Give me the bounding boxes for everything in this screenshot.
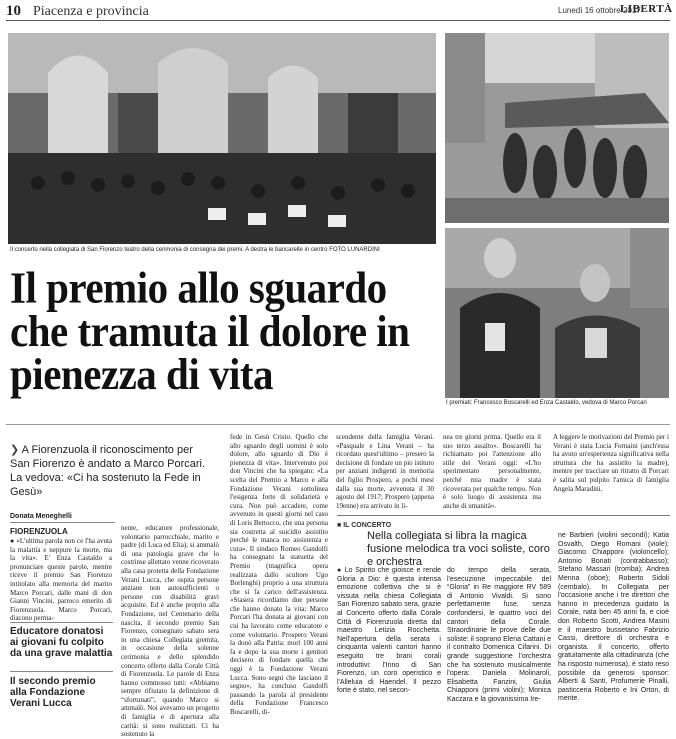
issue-date: Lunedì 16 ottobre 2017 (558, 6, 641, 15)
caption-text: Il concerto nella collegiata di San Fiorenzo teatro della cerimonia di consegna dei premi. A destra le bancarelle in centro (10, 247, 328, 253)
market-photo (445, 33, 669, 223)
box-paragraph: do tempo della serata, l'esecuzione impeccabile del “Gloria” in Re maggiore RV 589 di Antonio Vivaldi. Si sono perfettamente fuse, senza confondersi, le quattro voci del cantori della Corale. Straordinarie le prove delle due soliste: il soprano Elena Cattani e il contralto Domenica Cifarini. Di grande suggestione l'orchestra che ha sostenuto musicalmente l'opera: Daniela Molinaroli, Elisabetta Fanzini, Giulia Chiapponi (primi violini); Monica Kaczara e la giovanissima Ire- (447, 567, 551, 703)
box-kicker-text: IL CONCERTO (343, 522, 392, 529)
article-column-6 (553, 433, 669, 493)
prize-winners-photo (445, 228, 669, 398)
concert-photo (8, 33, 436, 244)
article-column-1 (10, 537, 112, 623)
page-number: 10 (6, 3, 21, 19)
photo-credit: FOTO LUNARDINI (329, 247, 380, 253)
box-rule (337, 515, 670, 516)
teaser-educator: Educatore donatosi ai giovani fu colpito da una grave malattia (10, 626, 113, 659)
article-column-3 (230, 433, 328, 717)
teaser-rule (10, 671, 113, 672)
article-column-5 (443, 433, 541, 510)
article-paragraph: scendente della famiglia Verani. «Pasquale e Lina Verani – ha ricordato quest'ultimo – presero la decisione di fondare un pio istituto per anziani indigenti in memoria del figlio Prospero, a pochi mesi dalla sua morte, avvenuta il 30 agosto del 1917; Prospero (appena 19enne) era arrivato in li- (336, 433, 434, 510)
box-column-2 (447, 567, 551, 705)
article-column-2 (121, 524, 219, 739)
box-column-3 (558, 532, 669, 704)
subheadline (10, 443, 215, 499)
byline: Donata Meneghelli (10, 513, 72, 520)
article-column-4 (336, 433, 434, 510)
box-paragraph: ne Barbieri (violini secondi); Katia Osvalth, Diego Romani (viole); Giacomo Chiapponi (violoncello); Antonio Bonati (contrabbasso); Stefano Massari (tromba); Andrea Menna (oboe); Roberto Sidoli (cembalo). In Collegiata per l'occasione anche i tre direttori che hanno in precedenza guidato la Corale, nata ben 45 anni fa, e cioè don Roberto Scotti, Andrea Masini e il maestro bussetano Fabrizio Cassi, direttore di orchestra e organista. Il concerto, offerto gratuitamente alla cittadinanza (che ha risposto numerosa), è stato reso possibile da generosi sponsor: Alberti & Santi, Profumerie Pinalli, pasticceria Roberto e Ini Orton, di mente. (558, 532, 669, 703)
headline-rule (6, 424, 670, 425)
article-paragraph: A leggere le motivazioni del Premio per i Verani è stata Lucia Fornaini (anch'essa ha avuto un'esperienza significativa nella struttura che ha assistito la madre), mentre per tracciare un ritratto di Porcari è salita sul pulpito l'amica di famiglia Angela Maradini. (553, 433, 669, 493)
teaser-rule (10, 622, 113, 623)
box-column-1 (337, 567, 441, 696)
box-kicker (337, 522, 391, 529)
article-paragraph: nea tre giorni prima. Quello era il suo terzo assalto». Boscarelli ha richiamato poi l'attenzione allo stile dei Verani oggi: «L'ho sperimentato personalmente, perché mia madre è stata ricoverata per qualche tempo. Non è solo luogo di assistenza ma anche di umanità». (443, 433, 541, 510)
header-rule (6, 20, 670, 21)
byline-rule (10, 522, 115, 523)
subheadline-text: A Fiorenzuola il riconoscimento per San Fiorenzo è andato a Marco Porcari. La vedova: «Ci ha sostenuto la Fede in Gesù» (10, 444, 206, 498)
box-title: Nella collegiata si libra la magica fusione melodica tra voci soliste, coro e orchestra (367, 530, 550, 568)
chevron-right-icon: ❯ (10, 444, 22, 456)
prize-photo-caption: I premiati: Francesco Boscarelli ed Enza Castaldo, vedova di Marco Porcari (446, 400, 647, 406)
section-title: Piacenza e provincia (33, 4, 149, 19)
newspaper-name: LIBERTÀ (620, 3, 673, 15)
dateline-place: FIORENZUOLA (10, 527, 68, 536)
article-paragraph: fede in Gesù Cristo. Quello che allo sguardo degli uomini è solo dolore, allo sguardo di Dio è pienezza di vita». Intervenuto poi don Vincini che ha spiegato: «La scelta del Premio a Marco e alla Fondazione Verani sottolinea l'esigenza forte di solidarietà e cura. Non può accadere, come avvenuto in questi giorni nel caso di Loris Bertocco, che una persona sia costretta al suicidio assistito perché le manca no assistenza e cura». Il sindaco Romeo Gandolfi ha consegnato la statuetta del Premio (magnifica opera realizzata dallo scultore Ugo Borlenghi) proprio a una struttura che si fa carico dell'assistenza. «Stasera ricordiamo due persone che hanno donato la vita: Marco Porcari l'ha donata ai giovani con cui ha lavorato come educatore e come volontario. Prospero Verani la donò alla Patria: morì 100 anni fa e dopo la sua morte i genitori decisero di fondare quella che oggi è la Fondazione Verani Lucca. Sono segni che lasciano il segno», ha concluso Gandolfi passando la parola al presidente della Fondazione Francesco Boscarelli, di- (230, 433, 328, 716)
headline: Il premio allo sguardo che tramuta il dolore in pienezza di vita (10, 262, 410, 399)
square-icon: ■ (337, 522, 344, 529)
concert-photo-caption (10, 247, 436, 254)
teaser-foundation: Il secondo premio alla Fondazione Verani Lucca (10, 676, 96, 709)
box-paragraph: ● Lo Spirito che gioisce e rende Gloria a Dio: è questa intensa emozione collettiva che si è vissuta nella chiesa Collegiata San Fiorenzo sabato sera, grazie al Concerto offerto dalla Corale Città di Fiorenzuola diretta dal maestro Letizia Rocchetta. Nell'apertura della serata i cinquanta valenti cantori hanno eseguito tre brani corali introduttivi: l'Inno di San Fiorenzo, un coro operistico e l'Alleluia di Haendel. Il pezzo forte è stato, nel secon- (337, 567, 441, 695)
article-paragraph: nente, educatore professionale, volontario parrocchiale, marito e padre (di Luca ed Elia), si ammalò di una patologia grave che lo costrinse allettato venne ricoverato alla casa protetta della Fondazione Verani Lucca, che ospita persone anziane non autosufficienti o persone con disabilità gravi acquisite. Ed è anche proprio alla Fondazione, nel Centenario della nascita, il secondo premio San Fiorenzo, consegnato sabato sera in una chiesa Collegiata gremita, in occasione della solenne cerimonia e dello splendido concerto offerto dalla Corale Città di Fiorenzuola. Le parole di Enza hanno commosso tutti: «Abbiamo sempre rifiutato la definizione di “sfortunati”, quando Marco si ammalò. Noi avevamo un progetto di famiglia e di apertura alla carità: si sono realizzati. Ci ha sostenuto la (121, 524, 219, 739)
article-paragraph: ● «L'ultima parola non ce l'ha avuta la malattia e neppure la morte, ma la vita». E' Enza Castaldo a pronunciare queste parole, mentre riceve il premio San Fiorenzo intitolato alla memoria del marito Marco Porcari, dalle mani di don Gianni Vincini, parroco emerito di Fiorenzuola. Marco Porcari, diacono perma- (10, 537, 112, 623)
